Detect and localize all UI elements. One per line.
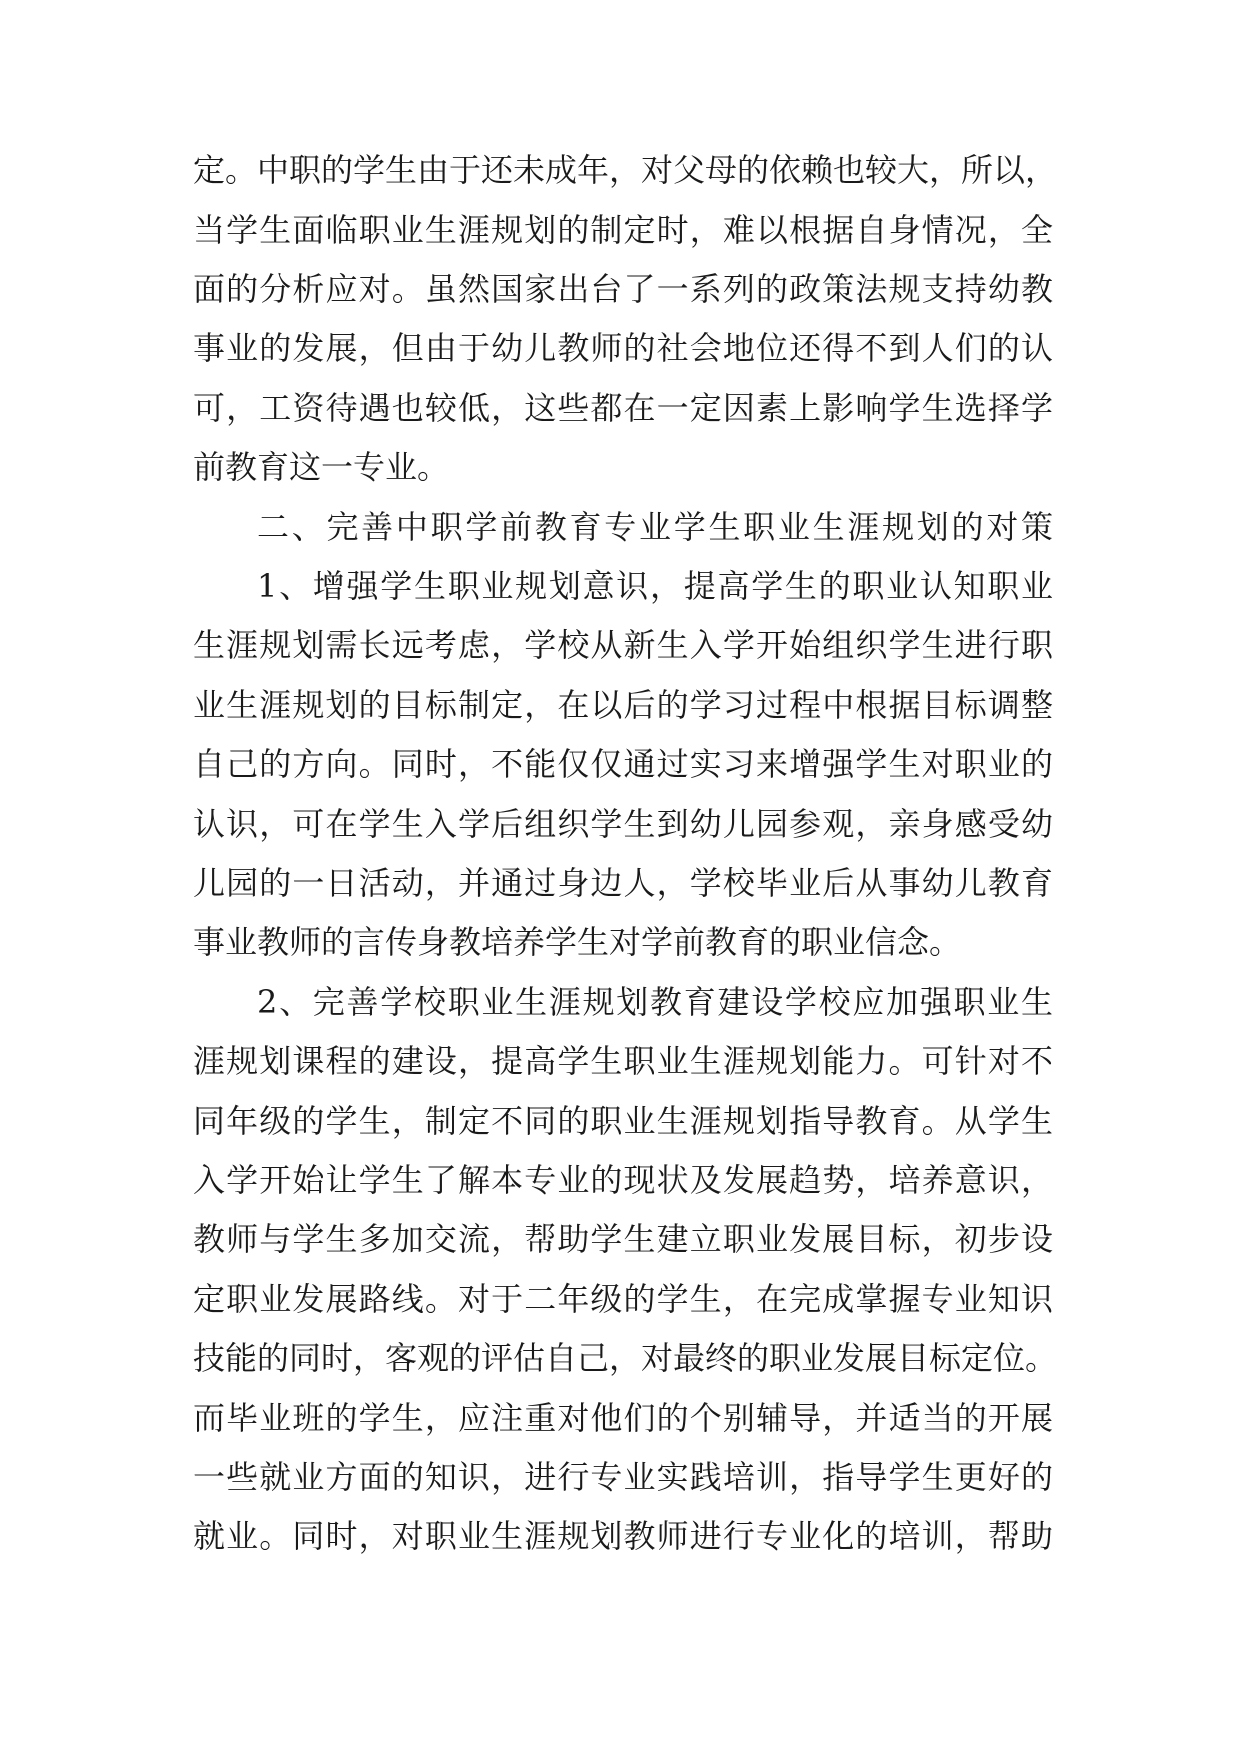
- text-line-3: 面的分析应对。虽然国家出台了一系列的政策法规支持幼教: [193, 270, 1053, 308]
- text-line-12: 认识，可在学生入学后组织学生到幼儿园参观，亲身感受幼: [193, 805, 1053, 843]
- section-heading: 二、完善中职学前教育专业学生职业生涯规划的对策: [257, 508, 1053, 546]
- text-line-9: 生涯规划需长远考虑，学校从新生入学开始组织学生进行职: [193, 626, 1053, 664]
- text-line-1: 定。中职的学生由于还未成年，对父母的依赖也较大，所以，: [193, 151, 1058, 189]
- text-line-20: 定职业发展路线。对于二年级的学生，在完成掌握专业知识: [193, 1280, 1053, 1318]
- text-line-10: 业生涯规划的目标制定，在以后的学习过程中根据目标调整: [193, 686, 1053, 724]
- text-line-23: 一些就业方面的知识，进行专业实践培训，指导学生更好的: [193, 1458, 1053, 1496]
- text-line-5: 可，工资待遇也较低，这些都在一定因素上影响学生选择学: [193, 389, 1053, 427]
- subheading-1: 1、增强学生职业规划意识，提高学生的职业认知职业: [257, 567, 1053, 605]
- text-line-2: 当学生面临职业生涯规划的制定时，难以根据自身情况，全: [193, 211, 1053, 249]
- text-line-17: 同年级的学生，制定不同的职业生涯规划指导教育。从学生: [193, 1102, 1053, 1140]
- text-line-4: 事业的发展，但由于幼儿教师的社会地位还得不到人们的认: [193, 329, 1053, 367]
- text-line-16: 涯规划课程的建设，提高学生职业生涯规划能力。可针对不: [193, 1042, 1053, 1080]
- text-line-14: 事业教师的言传身教培养学生对学前教育的职业信念。: [193, 923, 962, 961]
- text-line-21: 技能的同时，客观的评估自己，对最终的职业发展目标定位。: [193, 1339, 1058, 1377]
- text-line-24: 就业。同时，对职业生涯规划教师进行专业化的培训，帮助: [193, 1517, 1053, 1555]
- text-line-18: 入学开始让学生了解本专业的现状及发展趋势，培养意识，: [193, 1161, 1053, 1199]
- text-line-19: 教师与学生多加交流，帮助学生建立职业发展目标，初步设: [193, 1220, 1053, 1258]
- text-line-22: 而毕业班的学生，应注重对他们的个别辅导，并适当的开展: [193, 1399, 1053, 1437]
- text-line-11: 自己的方向。同时，不能仅仅通过实习来增强学生对职业的: [193, 745, 1053, 783]
- text-line-6: 前教育这一专业。: [193, 448, 450, 486]
- subheading-2: 2、完善学校职业生涯规划教育建设学校应加强职业生: [257, 983, 1053, 1021]
- text-line-13: 儿园的一日活动，并通过身边人，学校毕业后从事幼儿教育: [193, 864, 1053, 902]
